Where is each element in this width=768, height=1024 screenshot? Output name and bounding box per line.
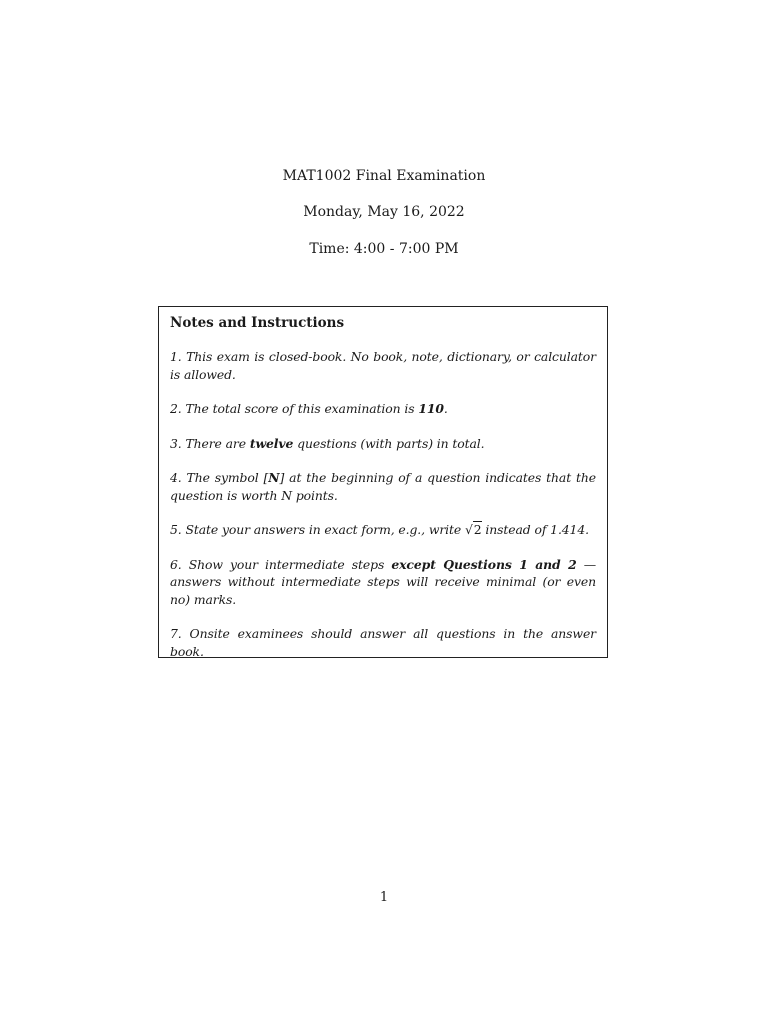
square-root-sign: √ [464,522,473,537]
instruction-item-2-end: . [443,401,448,416]
instruction-item-4 [170,469,596,504]
instruction-item-3 [170,435,596,453]
instruction-item-6-text: 6. Show your intermediate steps [170,556,392,572]
instruction-item-5-end: instead of 1.414. [481,522,589,537]
exception-note: except Questions 1 and 2 [391,556,577,572]
instruction-item-4-text: 4. The symbol [ [170,470,269,485]
exam-date: Monday, May 16, 2022 [303,204,465,220]
instruction-item-6-end: — answers without intermediate steps will receive minimal (or even no) marks. [170,556,596,607]
total-score: 110 [418,401,444,416]
instruction-item-3-text: 3. There are [170,435,250,451]
instruction-item-2-text: 2. The total score of this examination is [170,401,419,416]
square-root-radicand: 2 [473,522,482,537]
instruction-item-4-end: ] at the beginning of a question indicates that the question is worth N points. [170,470,596,503]
question-count: twelve [249,435,294,451]
square-root-expression [465,521,482,537]
instructions-heading: Notes and Instructions [170,315,345,331]
exam-title: MAT1002 Final Examination [282,168,486,184]
points-symbol: N [268,470,280,485]
exam-time: Time: 4:00 - 7:00 PM [309,241,459,257]
instruction-item-7: 7. Onsite examinees should answer all questions in the answer book. [170,626,596,659]
instruction-item-2 [170,400,596,418]
instructions-box [158,306,608,658]
instruction-item-1: 1. This exam is closed-book. No book, note, dictionary, or calculator is allowed. [170,349,596,382]
instruction-item-6 [170,556,596,609]
instruction-item-5-text: 5. State your answers in exact form, e.g., write [170,522,465,537]
instruction-item-3-end: questions (with parts) in total. [293,435,485,451]
page-number: 1 [379,890,389,905]
instruction-item-5 [170,521,596,539]
